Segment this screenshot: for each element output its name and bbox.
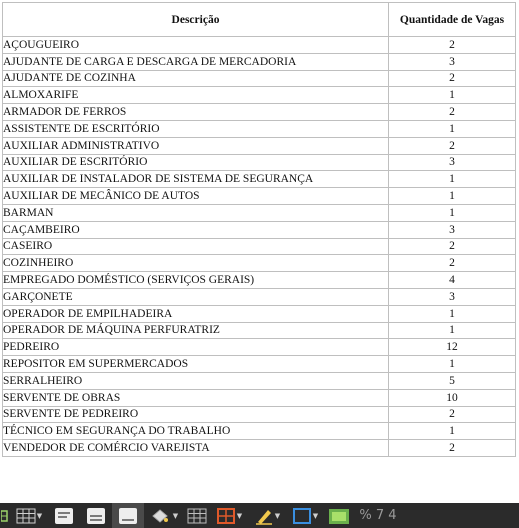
cell-descricao[interactable]: SERRALHEIRO [3, 372, 389, 389]
chevron-down-icon: ▼ [36, 511, 43, 520]
cell-descricao[interactable]: ASSISTENTE DE ESCRITÓRIO [3, 120, 389, 137]
cell-descricao[interactable]: GARÇONETE [3, 288, 389, 305]
cell-descricao[interactable]: SERVENTE DE PEDREIRO [3, 406, 389, 423]
cell-quantidade[interactable]: 12 [389, 339, 516, 356]
cell-quantidade[interactable]: 1 [389, 188, 516, 205]
table-row [3, 171, 516, 188]
frame-button[interactable] [286, 503, 324, 528]
data-table [2, 2, 516, 457]
table-grid-button[interactable] [184, 503, 210, 528]
borders-icon [216, 507, 236, 525]
cell-quantidade[interactable]: 3 [389, 288, 516, 305]
column-header-quantidade[interactable]: Quantidade de Vagas [389, 3, 516, 37]
cell-quantidade[interactable]: 2 [389, 255, 516, 272]
cell-quantidade[interactable]: 2 [389, 70, 516, 87]
text-align-icon [86, 507, 106, 525]
table-row [3, 221, 516, 238]
cell-quantidade[interactable]: 2 [389, 238, 516, 255]
table-row [3, 372, 516, 389]
cell-quantidade[interactable]: 5 [389, 372, 516, 389]
cell-quantidade[interactable]: 4 [389, 272, 516, 289]
grid-icon [16, 508, 36, 524]
table-row [3, 406, 516, 423]
clone-formatting-icon [150, 507, 172, 525]
cell-descricao[interactable]: OPERADOR DE MÁQUINA PERFURATRIZ [3, 322, 389, 339]
text-align-button[interactable] [80, 503, 112, 528]
zoom-indicator[interactable] [354, 503, 402, 528]
cell-quantidade[interactable]: 2 [389, 104, 516, 121]
table-row [3, 53, 516, 70]
highlighter-button[interactable] [248, 503, 286, 528]
table-row [3, 272, 516, 289]
cell-descricao[interactable]: REPOSITOR EM SUPERMERCADOS [3, 356, 389, 373]
page-icon [118, 507, 138, 525]
table-row [3, 154, 516, 171]
chevron-down-icon: ▼ [312, 511, 319, 520]
table-row [3, 238, 516, 255]
column-header-descricao[interactable]: Descrição [3, 3, 389, 37]
cell-descricao[interactable]: AUXILIAR DE MECÂNICO DE AUTOS [3, 188, 389, 205]
table-row [3, 305, 516, 322]
cell-quantidade[interactable]: 2 [389, 406, 516, 423]
cell-descricao[interactable]: EMPREGADO DOMÉSTICO (SERVIÇOS GERAIS) [3, 272, 389, 289]
table-row [3, 423, 516, 440]
table-row [3, 322, 516, 339]
page-button[interactable] [112, 503, 144, 528]
table-row [3, 356, 516, 373]
table-row [3, 87, 516, 104]
table-row [3, 288, 516, 305]
table-row [3, 389, 516, 406]
table-row [3, 37, 516, 54]
cell-descricao[interactable]: AÇOUGUEIRO [3, 37, 389, 54]
frame-icon [292, 507, 312, 525]
cell-descricao[interactable]: AUXILIAR ADMINISTRATIVO [3, 137, 389, 154]
cell-quantidade[interactable]: 3 [389, 53, 516, 70]
zoom-text: % 7 4 [359, 508, 397, 523]
cell-quantidade[interactable]: 1 [389, 87, 516, 104]
cell-descricao[interactable]: PEDREIRO [3, 339, 389, 356]
image-icon [328, 507, 350, 525]
cell-descricao[interactable]: ARMADOR DE FERROS [3, 104, 389, 121]
grid-icon [187, 508, 207, 524]
cell-descricao[interactable]: OPERADOR DE EMPILHADEIRA [3, 305, 389, 322]
cell-quantidade[interactable]: 1 [389, 204, 516, 221]
table-row [3, 137, 516, 154]
cell-descricao[interactable]: VENDEDOR DE COMÉRCIO VAREJISTA [3, 440, 389, 457]
cell-descricao[interactable]: AUXILIAR DE INSTALADOR DE SISTEMA DE SEGURANÇA [3, 171, 389, 188]
cell-descricao[interactable]: TÉCNICO EM SEGURANÇA DO TRABALHO [3, 423, 389, 440]
table-row [3, 188, 516, 205]
cell-quantidade[interactable]: 1 [389, 120, 516, 137]
cell-descricao[interactable]: AUXILIAR DE ESCRITÓRIO [3, 154, 389, 171]
chevron-down-icon: ▼ [274, 511, 281, 520]
table-insert-icon[interactable] [0, 503, 10, 528]
grid-dropdown-button[interactable] [10, 503, 48, 528]
image-button[interactable] [324, 503, 354, 528]
cell-descricao[interactable]: AJUDANTE DE CARGA E DESCARGA DE MERCADORIA [3, 53, 389, 70]
borders-button[interactable] [210, 503, 248, 528]
cell-descricao[interactable]: COZINHEIRO [3, 255, 389, 272]
cell-quantidade[interactable]: 3 [389, 154, 516, 171]
table-row [3, 120, 516, 137]
table-header-row [3, 3, 516, 37]
table-row [3, 204, 516, 221]
table-row [3, 339, 516, 356]
cell-descricao[interactable]: CAÇAMBEIRO [3, 221, 389, 238]
cell-quantidade[interactable]: 10 [389, 389, 516, 406]
cell-quantidade[interactable]: 1 [389, 322, 516, 339]
cell-quantidade[interactable]: 2 [389, 37, 516, 54]
cell-descricao[interactable]: ALMOXARIFE [3, 87, 389, 104]
chevron-down-icon: ▼ [172, 511, 179, 520]
cell-descricao[interactable]: CASEIRO [3, 238, 389, 255]
table-row [3, 70, 516, 87]
cell-quantidade[interactable]: 3 [389, 221, 516, 238]
cell-quantidade[interactable]: 1 [389, 171, 516, 188]
bottom-toolbar [0, 503, 519, 528]
cell-descricao[interactable]: BARMAN [3, 204, 389, 221]
paragraph-style-button[interactable] [48, 503, 80, 528]
cell-quantidade[interactable]: 2 [389, 440, 516, 457]
cell-descricao[interactable]: AJUDANTE DE COZINHA [3, 70, 389, 87]
table-row [3, 255, 516, 272]
cell-quantidade[interactable]: 1 [389, 423, 516, 440]
cell-descricao[interactable]: SERVENTE DE OBRAS [3, 389, 389, 406]
chevron-down-icon: ▼ [236, 511, 243, 520]
table-row [3, 104, 516, 121]
cell-quantidade[interactable]: 1 [389, 305, 516, 322]
table-row [3, 440, 516, 457]
cell-quantidade[interactable]: 1 [389, 356, 516, 373]
cell-quantidade[interactable]: 2 [389, 137, 516, 154]
clone-formatting-button[interactable] [144, 503, 184, 528]
highlighter-icon [254, 507, 274, 525]
paragraph-style-icon [54, 507, 74, 525]
